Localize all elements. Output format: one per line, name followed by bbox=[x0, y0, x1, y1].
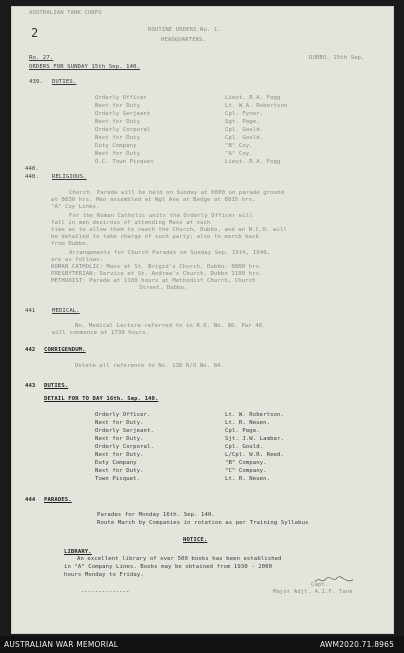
section-443-title: DUTIES. bbox=[44, 383, 69, 389]
body-line: "A" Coy Lines. bbox=[51, 204, 100, 210]
footer-source: AUSTRALIAN WAR MEMORIAL bbox=[4, 640, 119, 649]
body-line: are as follows: bbox=[51, 257, 104, 263]
duty-name: Cpl. Page. bbox=[225, 428, 260, 434]
duty-name: Cpl. Gould. bbox=[225, 127, 264, 133]
duty-name: L/Cpl. W.R. Reed. bbox=[225, 452, 284, 458]
duty-name: Cpl. Gould. bbox=[225, 444, 264, 450]
order-title: ROUTINE ORDERS No. 1. bbox=[148, 27, 221, 33]
duty-name: "C" Company. bbox=[225, 468, 267, 474]
section-440-number-a: 440. bbox=[25, 166, 39, 172]
body-line: For the Roman Catholic units the Orderly Officer will bbox=[69, 213, 253, 219]
unit-heading: AUSTRALIAN TANK CORPS bbox=[29, 10, 102, 16]
signature-line: Capt. bbox=[311, 582, 329, 588]
duty-label: Duty Company bbox=[95, 143, 137, 149]
duty-label: Next for Duty bbox=[95, 119, 141, 125]
body-line: ROMAN CATHOLIC: Mass at St. Brigid's Church, Dubbo. 0800 hrs. bbox=[51, 264, 263, 270]
orders-for: ORDERS FOR SUNDAY 15th Sep. 140. bbox=[29, 64, 140, 70]
section-442-number: 442 bbox=[25, 347, 36, 353]
duty-label: Next for Duty bbox=[95, 135, 141, 141]
corrigendum-line: Delete all reference to No. 138 R/O No. 84. bbox=[75, 363, 225, 369]
notice-line: hours Monday to Friday. bbox=[64, 572, 144, 578]
duty-label: Next for Duty. bbox=[95, 468, 144, 474]
header-number: 2 bbox=[31, 26, 39, 40]
archive-footer bbox=[0, 636, 404, 653]
duty-name: Lieut. R.A. Fogg bbox=[225, 95, 281, 101]
duty-label: Orderly Corporal. bbox=[95, 444, 154, 450]
hq-line: HEADQUARTERS. bbox=[161, 37, 207, 43]
duty-name: Lt. R. Neuen. bbox=[225, 476, 271, 482]
duty-name: Lt. W. Robertson. bbox=[225, 412, 284, 418]
section-439-title: DUTIES. bbox=[52, 79, 77, 85]
parades-line: Parades for Monday 16th. Sep. 140. bbox=[97, 512, 215, 518]
section-441-number: 441 bbox=[25, 308, 36, 314]
notice-line: An excellent library of over 500 books has been established bbox=[77, 556, 282, 562]
notice-line: in "A" Company Lines. Books may be obtained from 1930 - 2000 bbox=[64, 564, 273, 570]
page-number: Ro. 27. bbox=[29, 55, 54, 61]
body-line: Arrangements for Church Parades on Sunday Sep. 15th, 1940, bbox=[69, 250, 271, 256]
notice-subheading: LIBRARY. bbox=[64, 549, 92, 555]
body-line: Church. Parade will be held on Sunday at 0800 on parade ground bbox=[69, 190, 284, 196]
duty-label: Town Picquet. bbox=[95, 476, 141, 482]
section-439-number: 439. bbox=[29, 79, 43, 85]
duty-name: Lt. W.A. Robertson bbox=[225, 103, 288, 109]
signature-block: Major Adjt. A.I.F. Tank bbox=[273, 589, 353, 595]
body-line: be detailed to take charge of such party; also to march back bbox=[51, 234, 260, 240]
duty-label: Next for Duty. bbox=[95, 436, 144, 442]
duty-label: Duty Company bbox=[95, 460, 137, 466]
duty-name: "A" Coy. bbox=[225, 151, 253, 157]
body-line: METHODIST: Parade at 1100 hours at Methodist Church, Church bbox=[51, 278, 256, 284]
body-line: fall in men desirous of attending Mass at such bbox=[51, 220, 211, 226]
section-444-number: 444 bbox=[25, 497, 36, 503]
section-442-title: CORRIGENDUM. bbox=[44, 347, 86, 353]
duty-label: Next for Duty. bbox=[95, 420, 144, 426]
duty-label: Next for Duty bbox=[95, 103, 141, 109]
duty-name: Cpl. Gould. bbox=[225, 135, 264, 141]
duty-label: Next for Duty bbox=[95, 151, 141, 157]
notice-heading: NOTICE. bbox=[183, 537, 208, 543]
duty-name: Cpl. Fyner. bbox=[225, 111, 264, 117]
duty-name: "B" Company. bbox=[225, 460, 267, 466]
medical-line: will commence at 1730 hours. bbox=[52, 330, 150, 336]
medical-line: No. Medical Lecture referred to in R.O. No. 86. Par 46. bbox=[75, 323, 266, 329]
place-date: DUBBO, 15th Sep, bbox=[309, 55, 365, 61]
duty-label: Next for Duty. bbox=[95, 452, 144, 458]
section-443-number: 443 bbox=[25, 383, 36, 389]
duty-name: Sgt. Page. bbox=[225, 119, 260, 125]
footer-accession: AWM2020.71.8965 bbox=[320, 640, 395, 649]
duty-label: Orderly Officer. bbox=[95, 412, 151, 418]
duty-label: Orderly Corporal bbox=[95, 127, 151, 133]
body-line: from Dubbo. bbox=[51, 241, 90, 247]
body-line: PRESBYTERIAN: Service at St. Andrew's Church, Dubbo 1100 hrs. bbox=[51, 271, 263, 277]
duty-name: Sjt. J.W. Lambar. bbox=[225, 436, 284, 442]
duty-label: O.C. Town Picquet bbox=[95, 159, 154, 165]
duty-name: Lieut. R.A. Fogg bbox=[225, 159, 281, 165]
section-441-title: MEDICAL. bbox=[52, 308, 80, 314]
section-444-title: PARADES. bbox=[44, 497, 72, 503]
duty-label: Orderly Officer bbox=[95, 95, 148, 101]
duty-label: Orderly Serjeant bbox=[95, 111, 151, 117]
document-page bbox=[11, 6, 394, 634]
section-440-title: RELIGIOUS. bbox=[52, 174, 87, 180]
section-443-subtitle: DETAIL FOR TO DAY 16th. Sep. 140. bbox=[44, 396, 159, 402]
body-line: time as to allow them to reach the Church, Dubbo, and an N.C.O. will bbox=[51, 227, 287, 233]
parades-line: Route March by Companies in rotation as per Training Syllabus bbox=[97, 520, 309, 526]
separator: -------------- bbox=[81, 589, 130, 595]
duty-label: Orderly Serjeant. bbox=[95, 428, 154, 434]
duty-name: Lt. R. Neuen. bbox=[225, 420, 271, 426]
body-line: at 0830 hrs. Men assembled at Wgl Ave at Bedge at 0815 hrs. bbox=[51, 197, 256, 203]
duty-name: "B" Coy. bbox=[225, 143, 253, 149]
body-line: Street, Dubbo. bbox=[139, 285, 188, 291]
section-440-number-b: 440. bbox=[25, 174, 39, 180]
